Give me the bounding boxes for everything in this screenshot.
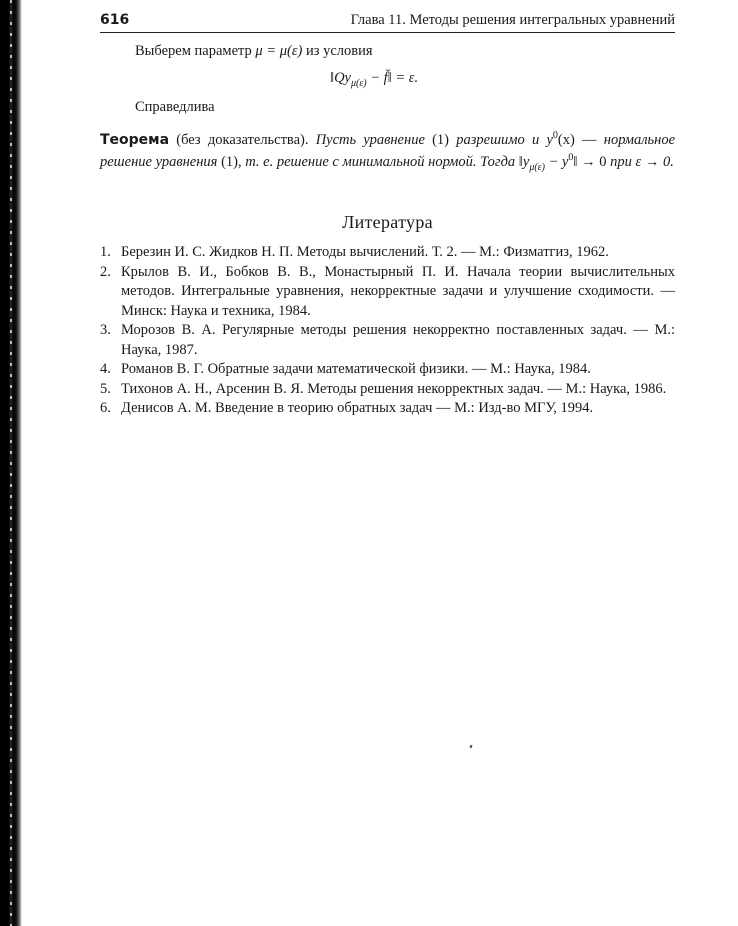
theorem-title: Теорема bbox=[100, 132, 170, 148]
scan-speck bbox=[469, 745, 472, 749]
reference-item: 5. Тихонов А. Н., Арсенин В. Я. Методы решения некорректных задач. — М.: Наука, 1986. bbox=[100, 380, 667, 397]
choose-text: Выберем параметр bbox=[135, 43, 252, 59]
literature-heading: Литература bbox=[342, 212, 433, 232]
running-header bbox=[100, 10, 675, 33]
reference-list bbox=[100, 243, 675, 419]
theorem-block: Теорема (без доказательства). Пусть уравнение (1) разрешимо и $y^0(x)$ — нормальное решение уравнения (1), т. е. решение с минимальной нормой. Тогда $‖y_{\mu(\varepsilon)}$ − $y^0‖ \to 0$ при ε → 0. bbox=[100, 130, 676, 173]
reference-item: 6. Денисов А. М. Введение в теорию обратных задач — М.: Изд-во МГУ, 1994. bbox=[100, 400, 594, 416]
reference-item: 4. Романов В. Г. Обратные задачи математической физики. — М.: Наука, 1984. bbox=[100, 361, 591, 377]
fair-text: Справедлива bbox=[135, 99, 215, 115]
reference-item: 1. Березин И. С. Жидков Н. П. Методы вычислений. Т. 2. — М.: Физматгиз, 1962. bbox=[100, 244, 609, 260]
parameter-choice-text bbox=[135, 41, 373, 61]
mu-definition: μ = μ(ε) bbox=[255, 43, 303, 59]
running-title: Глава 11. Методы решения интегральных уравнений bbox=[350, 12, 675, 28]
reference-item: 3. Морозов В. А. Регулярные методы решения некорректно поставленных задач. — М.: Наука, 1987. bbox=[100, 322, 675, 358]
scan-binding-edge bbox=[0, 0, 22, 926]
condition-text: из условия bbox=[306, 43, 373, 59]
reference-item: 2. Крылов В. И., Бобков В. В., Монастырный П. И. Начала теории вычислительных методов. Интегральные уравнения, некорректные задачи и улучшение сходимости. — Минск: Наука и техника, 1984. bbox=[100, 263, 675, 319]
page-number: 616 bbox=[100, 12, 130, 28]
discrepancy-formula: $‖Qy_{\mu(\varepsilon)}$ − f̄‖ = ε. bbox=[330, 70, 419, 89]
